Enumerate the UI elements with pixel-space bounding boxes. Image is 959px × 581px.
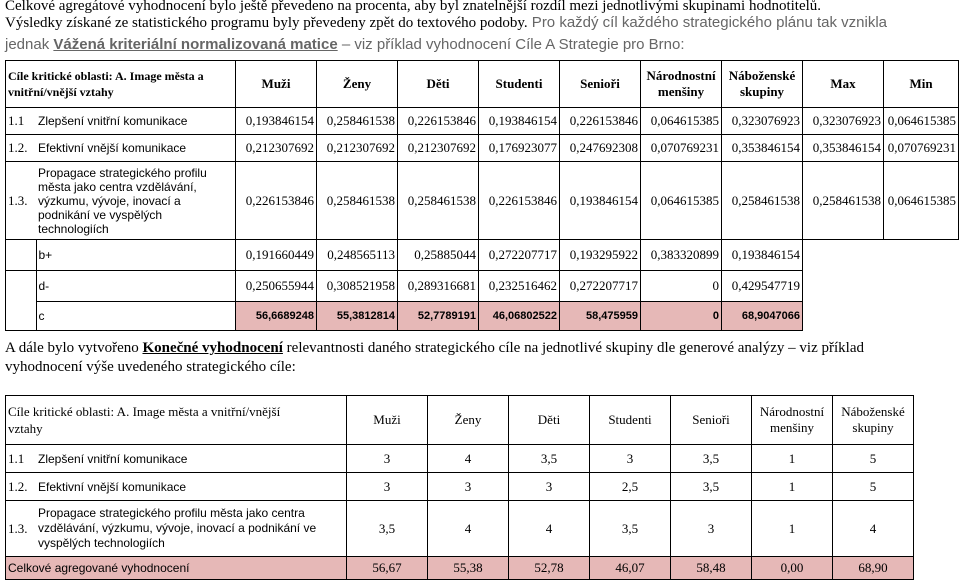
row-label: Zlepšení vnitřní komunikace [36,108,236,135]
intro-line-2 [5,14,887,32]
row-code: 1.3. [6,501,37,557]
table1-header-goals-l2: vnitřní/vnější vztahy [8,85,114,99]
final-evaluation-table [5,395,914,580]
intro-line-2-text: Výsledky získané ze statistického programu byly převedeny zpět do textového podoby. [5,15,528,31]
value-cell: 0,383320899 [641,240,722,271]
value-cell: 3,5 [671,473,752,501]
intro-line-3-post: – viz příklad vyhodnocení Cíle A Strategie pro Brno: [337,36,685,53]
row-label: Efektivní vnější komunikace [36,135,236,162]
value-cell: 3,5 [671,445,752,473]
row-label [36,162,236,240]
table2-header-religious [833,396,914,445]
table1-header-religious-l2: skupiny [739,84,785,99]
table1-header-women: Ženy [317,61,398,108]
table2-header-children: Děti [509,396,590,445]
table2-header-men: Muži [347,396,428,445]
value-cell: 0,308521958 [317,271,398,302]
value-cell: 0,25885044 [398,240,479,271]
table-row [6,135,959,162]
row-label-line: vyspělých technologiích [38,536,165,550]
value-cell: 3 [428,473,509,501]
table2-header-religious-l2: skupiny [852,420,894,435]
value-cell: 4 [509,501,590,557]
para2-line-1-pre: A dále bylo vytvořeno [5,340,143,356]
table1-header-seniors: Senioři [560,61,641,108]
total-value-cell: 55,38 [428,557,509,580]
row-code: 1.1 [6,445,37,473]
row-code: 1.3. [6,162,37,240]
value-cell: 3 [347,445,428,473]
row-label [36,501,347,557]
value-cell: 0,258461538 [317,162,398,240]
value-cell: 0,212307692 [398,135,479,162]
value-cell: 0,248565113 [317,240,398,271]
table1-header-men: Muži [236,61,317,108]
table1-header-students: Studenti [479,61,560,108]
table2-header-goals-l2: vztahy [8,421,43,436]
value-cell: 0,250655944 [236,271,317,302]
value-cell: 0,226153846 [398,108,479,135]
value-cell: 0,429547719 [722,271,803,302]
intro-line-3-pre: jednak [5,36,54,53]
value-cell: 0,272207717 [560,271,641,302]
table1-header-goals-l1: Cíle kritické oblasti: A. Image města a [8,69,204,83]
table2-header-seniors: Senioři [671,396,752,445]
value-cell: 0,193846154 [236,108,317,135]
summary-label: b+ [36,240,236,271]
row-label: Zlepšení vnitřní komunikace [36,445,347,473]
para2-line-1-post: relevantnosti daného strategického cíle na jednotlivé skupiny dle generové analýzy – viz příklad [282,340,864,356]
value-cell: 0,212307692 [236,135,317,162]
value-cell: 0,272207717 [479,240,560,271]
table2-header-minorities-l1: Národnostní [759,404,825,419]
total-label: Celkové agregované vyhodnocení [6,557,347,580]
intro-line-1: Celkové agregátové vyhodnocení bylo ještě převedeno na procenta, aby byl znatelnější rozdíl mezi jednotlivými skupinami hodnotitelů. [5,0,822,14]
table2-header-goals [6,396,347,445]
table-row [6,162,959,240]
value-cell: 0,258461538 [317,108,398,135]
table2-header-minorities [752,396,833,445]
value-cell: 3 [347,473,428,501]
intro-line-2-tail: Pro každý cíl každého strategického plánu tak vznikla [527,14,887,31]
value-cell: 0,247692308 [560,135,641,162]
value-cell: 0,193846154 [560,162,641,240]
total-row [6,557,914,580]
total-value-cell: 46,07 [590,557,671,580]
summary-label: c [36,302,236,331]
total-value-cell: 0,00 [752,557,833,580]
total-value-cell: 68,90 [833,557,914,580]
value-cell: 2,5 [590,473,671,501]
table1-header-max: Max [803,61,884,108]
value-cell: 68,9047066 [722,302,803,331]
value-cell: 5 [833,473,914,501]
row-label-line: podnikání ve vyspělých [38,207,163,222]
value-cell: 58,475959 [560,302,641,331]
weighted-criteria-matrix-table [5,60,959,331]
total-value-cell: 52,78 [509,557,590,580]
value-cell: 56,6689248 [236,302,317,331]
summary-row-d-minus [6,271,959,302]
value-cell: 3,5 [509,445,590,473]
value-cell: 0,353846154 [803,135,884,162]
table2-header-row [6,396,914,445]
table1-header-minorities-l1: Národnostní [646,68,716,83]
value-cell: 0,258461538 [803,162,884,240]
intro-line-3 [5,36,685,54]
value-cell: 3,5 [347,501,428,557]
final-evaluation-link: Konečné vyhodnocení [142,340,283,356]
table1-header-goals [6,61,236,108]
value-cell: 0,193295922 [560,240,641,271]
row-label-line: Propagace strategického profilu [38,165,207,180]
row-label-line: technologiích [38,221,109,236]
row-label-line: vzdělávání, výzkumu, vývoje, inovací a podnikání ve [38,521,317,535]
value-cell: 0 [641,302,722,331]
total-value-cell: 56,67 [347,557,428,580]
value-cell: 0,191660449 [236,240,317,271]
table2-header-women: Ženy [428,396,509,445]
total-value-cell: 58,48 [671,557,752,580]
table1-header-minorities-l2: menšiny [657,84,705,99]
value-cell: 0,064615385 [884,108,959,135]
value-cell: 0,232516462 [479,271,560,302]
value-cell: 0,289316681 [398,271,479,302]
value-cell: 0 [641,271,722,302]
value-cell: 3 [509,473,590,501]
row-label: Efektivní vnější komunikace [36,473,347,501]
value-cell: 1 [752,501,833,557]
row-code: 1.2. [6,135,37,162]
value-cell: 4 [833,501,914,557]
summary-label: d- [36,271,236,302]
table-row [6,473,914,501]
para2-line-1 [5,339,864,357]
value-cell: 3 [590,445,671,473]
value-cell: 0,323076923 [722,108,803,135]
value-cell: 0,176923077 [479,135,560,162]
value-cell: 0,070769231 [641,135,722,162]
row-label-line: výzkumu, vývoje, inovací a [38,193,181,208]
table2-header-students: Studenti [590,396,671,445]
table1-header-children: Děti [398,61,479,108]
value-cell: 0,064615385 [641,108,722,135]
value-cell: 0,323076923 [803,108,884,135]
summary-row-b-plus [6,240,959,271]
value-cell: 4 [428,445,509,473]
value-cell: 0,064615385 [641,162,722,240]
table2-header-minorities-l2: menšiny [769,420,815,435]
table2-header-goals-l1: Cíle kritické oblasti: A. Image města a vnitřní/vnější [8,404,281,419]
value-cell: 3 [671,501,752,557]
value-cell: 0,193846154 [479,108,560,135]
value-cell: 0,212307692 [317,135,398,162]
row-code: 1.1 [6,108,37,135]
table-row [6,445,914,473]
value-cell: 0,070769231 [884,135,959,162]
value-cell: 0,258461538 [398,162,479,240]
value-cell: 46,06802522 [479,302,560,331]
value-cell: 55,3812814 [317,302,398,331]
value-cell: 1 [752,473,833,501]
value-cell: 0,193846154 [722,240,803,271]
value-cell: 1 [752,445,833,473]
table1-header-minorities [641,61,722,108]
table2-header-religious-l1: Náboženské [841,404,905,419]
value-cell: 0,258461538 [722,162,803,240]
row-label-line: města jako centra vzdělávání, [38,179,197,194]
table1-header-row [6,61,959,108]
para2-line-2: vyhodnocení výše uvedeného strategického cíle: [5,359,296,375]
value-cell: 0,226153846 [236,162,317,240]
table1-header-religious-l1: Náboženské [728,68,796,83]
value-cell: 0,353846154 [722,135,803,162]
value-cell: 52,7789191 [398,302,479,331]
weighted-matrix-link: Vážená kriteriální normalizovaná matice [53,36,338,53]
table-row [6,108,959,135]
value-cell: 0,064615385 [884,162,959,240]
table1-header-religious [722,61,803,108]
row-label-line: Propagace strategického profilu města jako centra [38,506,305,520]
row-code: 1.2. [6,473,37,501]
table1-header-min: Min [884,61,959,108]
value-cell: 0,226153846 [479,162,560,240]
value-cell: 5 [833,445,914,473]
table-row [6,501,914,557]
value-cell: 0,226153846 [560,108,641,135]
value-cell: 3,5 [590,501,671,557]
summary-row-c [6,302,959,331]
value-cell: 4 [428,501,509,557]
